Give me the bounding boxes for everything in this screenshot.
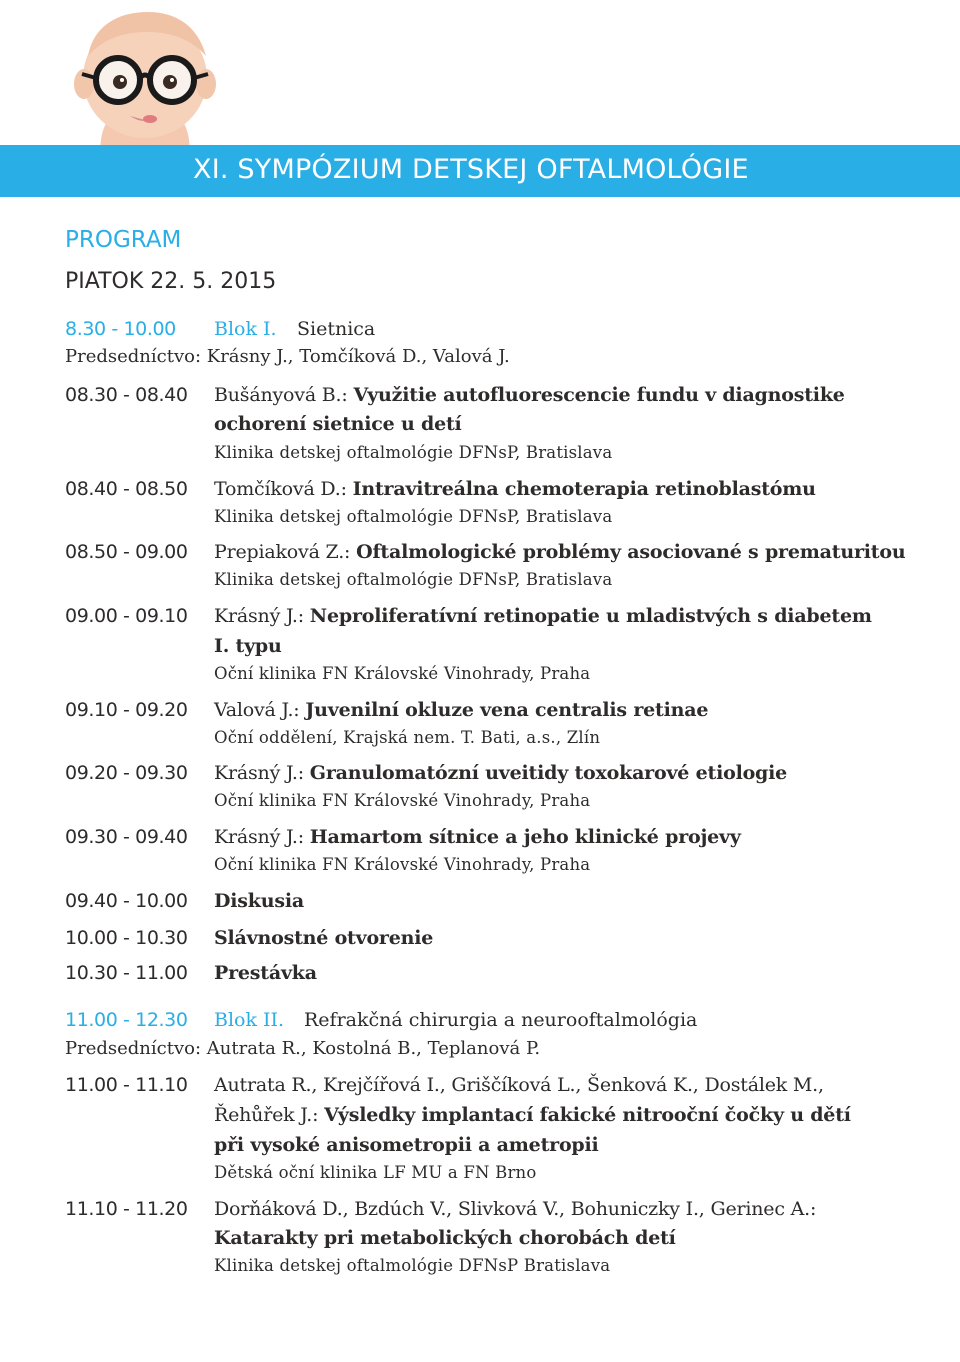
talk-affiliation: Oční klinika FN Královské Vinohrady, Praha (214, 664, 591, 683)
talk-affiliation: Klinika detskej oftalmológie DFNsP, Bratislava (214, 570, 613, 589)
misc-time: 09.40 - 10.00 (65, 890, 188, 912)
misc-time: 10.30 - 11.00 (65, 962, 188, 984)
misc-label: Slávnostné otvorenie (214, 927, 434, 949)
talk-title: Výsledky implantací fakické nitrooční čočky u dětí (324, 1104, 851, 1126)
talk-title-cont: ochorení sietnice u detí (214, 413, 462, 435)
talk-line (214, 605, 872, 627)
talk-title: Využitie autofluorescencie fundu v diagnostike (353, 384, 845, 406)
symposium-title: XI. SYMPÓZIUM DETSKEJ OFTALMOLÓGIE (193, 154, 749, 185)
talk-time: 09.10 - 09.20 (65, 699, 188, 721)
talk-time: 08.30 - 08.40 (65, 384, 188, 406)
block1-time: 8.30 - 10.00 (65, 318, 176, 340)
talk-author: Řehůřek J.: (214, 1104, 325, 1126)
talk-title: Hamartom sítnice a jeho klinické projevy (309, 826, 741, 848)
talk-affiliation: Klinika detskej oftalmológie DFNsP Bratislava (214, 1256, 611, 1275)
talk-time: 09.00 - 09.10 (65, 605, 188, 627)
talk-affiliation: Klinika detskej oftalmológie DFNsP, Bratislava (214, 443, 613, 462)
talk-affiliation: Oční klinika FN Královské Vinohrady, Praha (214, 791, 591, 810)
talk-time: 11.10 - 11.20 (65, 1198, 188, 1220)
talk-author: Tomčíková D.: (214, 478, 353, 500)
talk-line (214, 762, 787, 784)
talk-affiliation: Oční oddělení, Krajská nem. T. Bati, a.s., Zlín (214, 728, 601, 747)
talk-affiliation: Dětská oční klinika LF MU a FN Brno (214, 1163, 537, 1182)
misc-label: Diskusia (214, 890, 304, 912)
block2-time: 11.00 - 12.30 (65, 1009, 188, 1031)
talk-title-cont: I. typu (214, 635, 282, 657)
block1-chairs: Predsedníctvo: Krásny J., Tomčíková D., Valová J. (65, 346, 510, 367)
talk-author: Krásný J.: (214, 826, 310, 848)
talk-author: Prepiaková Z.: (214, 541, 357, 563)
program-heading: PROGRAM (65, 227, 182, 253)
block2-name: Refrakčná chirurgia a neurooftalmológia (304, 1009, 698, 1031)
talk-affiliation: Klinika detskej oftalmológie DFNsP, Bratislava (214, 507, 613, 526)
talk-authors: Autrata R., Krejčířová I., Griščíková L., Šenková K., Dostálek M., (214, 1074, 824, 1096)
block1-name: Sietnica (297, 318, 376, 340)
talk-line (214, 699, 708, 721)
talk-line (214, 541, 905, 563)
talk-title-cont: při vysoké anisometropii a ametropii (214, 1134, 599, 1156)
talk-author: Krásný J.: (214, 605, 310, 627)
talk-title: Katarakty pri metabolických chorobách detí (214, 1227, 676, 1249)
talk-time: 09.30 - 09.40 (65, 826, 188, 848)
talk-title: Neproliferatívní retinopatie u mladistvých s diabetem (309, 605, 872, 627)
talk-time: 09.20 - 09.30 (65, 762, 188, 784)
talk-author: Krásný J.: (214, 762, 310, 784)
block2-label: Blok II. (214, 1009, 285, 1031)
talk-line (214, 478, 816, 500)
talk-line (214, 826, 741, 848)
talk-author: Bušányová B.: (214, 384, 354, 406)
talk-title: Juvenilní okluze vena centralis retinae (305, 699, 709, 721)
block1-label: Blok I. (214, 318, 277, 340)
talk-affiliation: Oční klinika FN Královské Vinohrady, Praha (214, 855, 591, 874)
talk-line (214, 384, 845, 406)
misc-time: 10.00 - 10.30 (65, 927, 188, 949)
talk-title: Granulomatózní uveitidy toxokarové etiologie (309, 762, 788, 784)
talk-author: Valová J.: (214, 699, 306, 721)
talk-time: 08.50 - 09.00 (65, 541, 188, 563)
talk-title: Intravitreálna chemoterapia retinoblastómu (352, 478, 816, 500)
talk-time: 08.40 - 08.50 (65, 478, 188, 500)
day-heading: PIATOK 22. 5. 2015 (65, 269, 277, 294)
block2-chairs: Predsedníctvo: Autrata R., Kostolná B., Teplanová P. (65, 1038, 541, 1059)
title-banner (0, 145, 960, 197)
talk-line (214, 1104, 851, 1126)
talk-title: Oftalmologické problémy asociované s prematuritou (356, 541, 906, 563)
talk-authors: Dorňáková D., Bzdúch V., Slivková V., Bohuniczky I., Gerinec A.: (214, 1198, 817, 1220)
baby-with-glasses-image (60, 6, 230, 156)
misc-label: Prestávka (214, 962, 317, 984)
talk-time: 11.00 - 11.10 (65, 1074, 188, 1096)
